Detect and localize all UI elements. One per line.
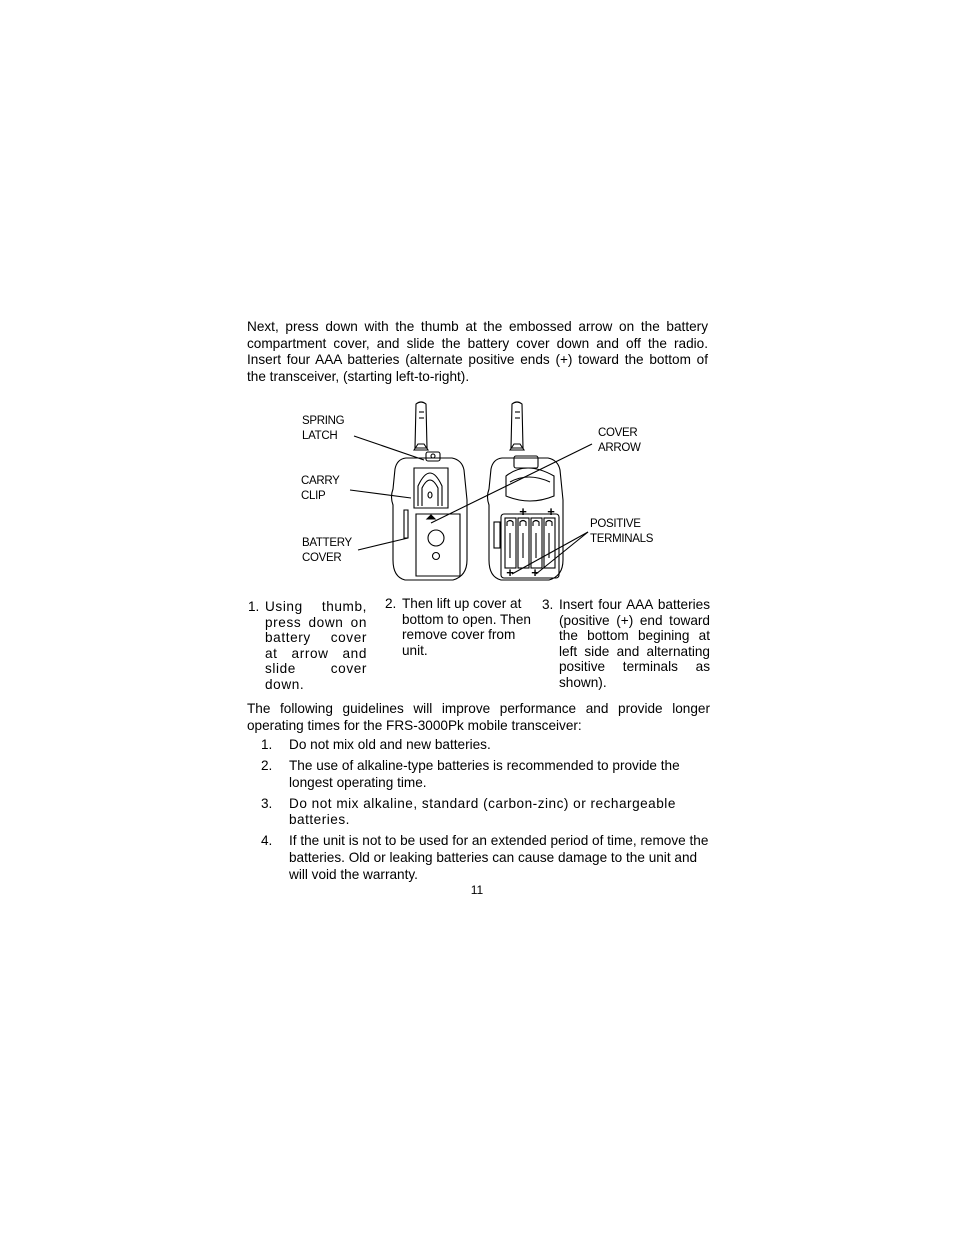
guidelines-list	[261, 737, 711, 888]
list-item: 4. If the unit is not to be used for an extended period of time, remove the batteries. Old or leaking batteries can cause damage to the unit and will void the warranty.	[261, 833, 709, 882]
intro-paragraph: Next, press down with the thumb at the embossed arrow on the battery compartment cover, and slide the battery cover down and off the radio. Insert four AAA batteries (alternate positive ends (+) toward the bottom of the transceiver, (starting left-to-right).	[247, 319, 708, 384]
positive-terminals-label: POSITIVE TERMINALS	[590, 518, 654, 545]
step-3: 3. Insert four AAA batteries (positive (+) end toward the bottom begining at left side and alternating positive terminals as shown).	[542, 597, 710, 690]
right-radio-drawing	[488, 402, 564, 580]
step-2: 2. Then lift up cover at bottom to open. Then remove cover from unit.	[385, 596, 531, 658]
spring-latch-label: SPRING LATCH	[302, 415, 345, 442]
plus-sign-bottom-1: +	[506, 565, 514, 580]
carry-clip-leader	[350, 490, 411, 498]
step-1: 1. Using thumb, press down on battery cover at arrow and slide cover down.	[248, 599, 367, 692]
list-item: 1. Do not mix old and new batteries.	[261, 737, 491, 752]
page-number: 11	[470, 883, 484, 897]
guidelines-intro: The following guidelines will improve performance and provide longer operating times for the FRS-3000Pk mobile transceiver:	[247, 701, 710, 733]
list-item: 3. Do not mix alkaline, standard (carbon-zinc) or rechargeable batteries.	[261, 795, 676, 828]
plus-sign-top-2: +	[547, 504, 555, 519]
cover-arrow-label: COVER ARROW	[598, 427, 641, 454]
spring-latch-leader	[354, 436, 424, 460]
left-radio-drawing	[392, 402, 468, 580]
battery-cover-label: BATTERY COVER	[302, 537, 352, 564]
battery-installation-figure	[296, 398, 666, 586]
list-item: 2. The use of alkaline-type batteries is recommended to provide the longest operating time.	[261, 758, 680, 790]
cover-arrow-leader	[431, 444, 592, 523]
plus-sign-bottom-2: +	[531, 565, 539, 580]
plus-sign-top-1: +	[519, 504, 527, 519]
battery-cover-leader	[358, 538, 408, 550]
carry-clip-label: CARRY CLIP	[301, 475, 340, 502]
